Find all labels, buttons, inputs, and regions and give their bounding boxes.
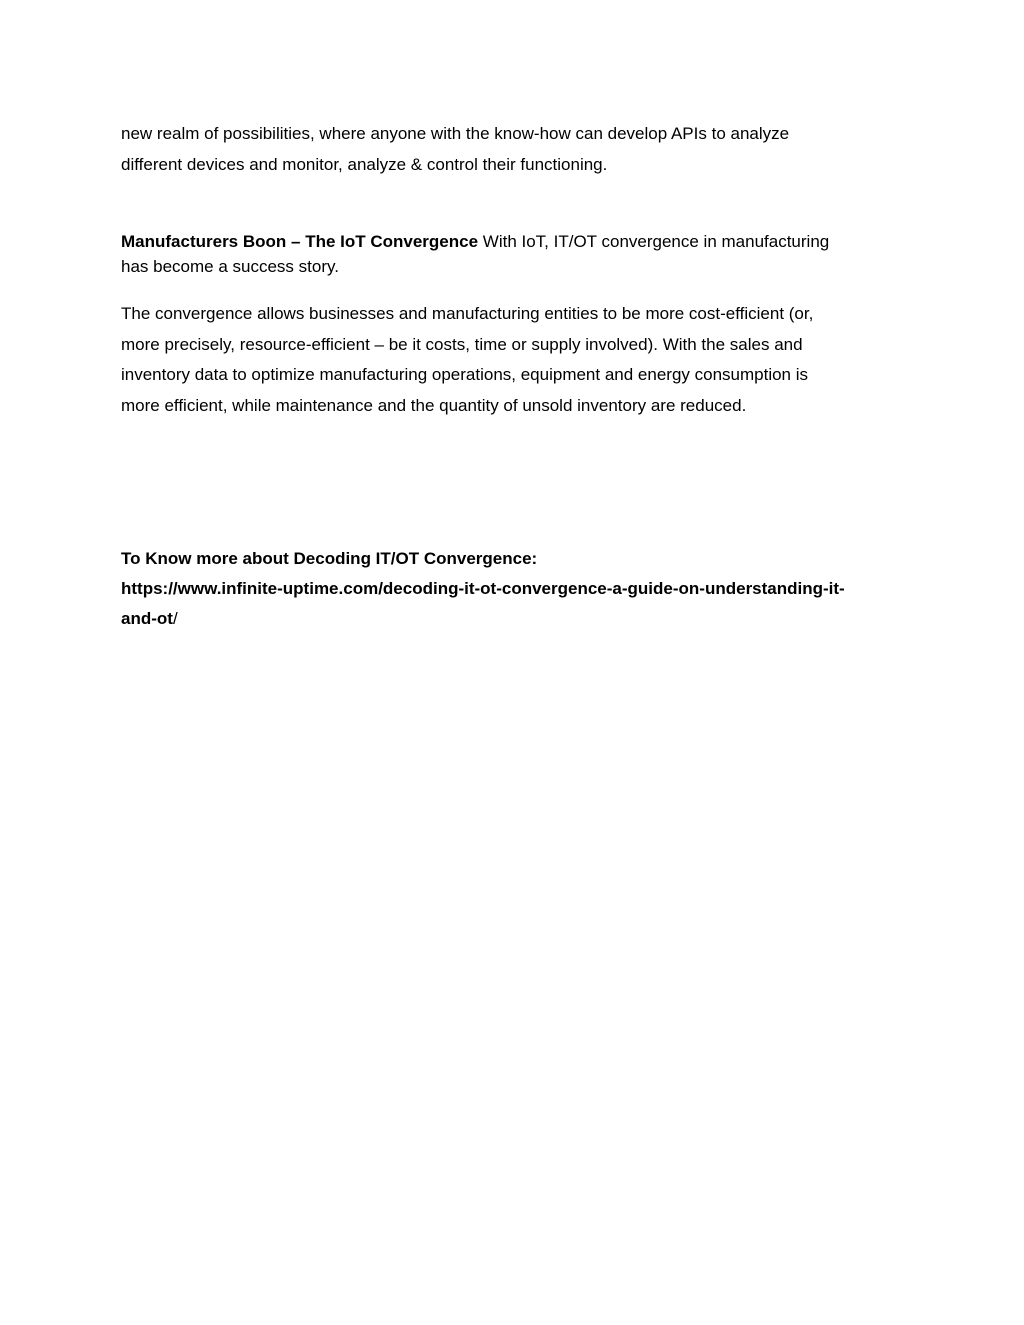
manufacturers-boon-line-1 — [121, 230, 911, 255]
more-info-section — [121, 544, 911, 634]
manufacturers-boon-paragraph — [121, 230, 911, 279]
more-info-url-line-1[interactable]: https://www.infinite-uptime.com/decoding-it-ot-convergence-a-guide-on-understanding-it- — [121, 579, 845, 598]
more-info-url-tail[interactable]: / — [172, 609, 178, 628]
section-heading-continuation: With IoT, IT/OT convergence in manufacturing — [478, 232, 830, 251]
more-info-label: To Know more about Decoding IT/OT Convergence: — [121, 549, 538, 568]
more-info-url-bold-part[interactable]: and-ot — [121, 609, 173, 628]
more-info-url-line-2[interactable] — [121, 604, 911, 634]
intro-line-2: different devices and monitor, analyze & control their functioning. — [121, 154, 608, 174]
manufacturers-boon-line-2: has become a success story. — [121, 256, 339, 276]
convergence-line-2: more precisely, resource-efficient – be it costs, time or supply involved). With the sales and — [121, 334, 803, 354]
section-heading: Manufacturers Boon – The IoT Convergence — [121, 232, 479, 251]
convergence-line-3: inventory data to optimize manufacturing operations, equipment and energy consumption is — [121, 365, 809, 384]
intro-paragraph — [121, 119, 911, 180]
intro-line-1: new realm of possibilities, where anyone with the know-how can develop APIs to analyze — [121, 124, 790, 143]
convergence-line-1: The convergence allows businesses and manufacturing entities to be more cost-efficient (or, — [121, 304, 814, 323]
convergence-line-4: more efficient, while maintenance and the quantity of unsold inventory are reduced. — [121, 395, 747, 415]
convergence-paragraph — [121, 299, 911, 421]
